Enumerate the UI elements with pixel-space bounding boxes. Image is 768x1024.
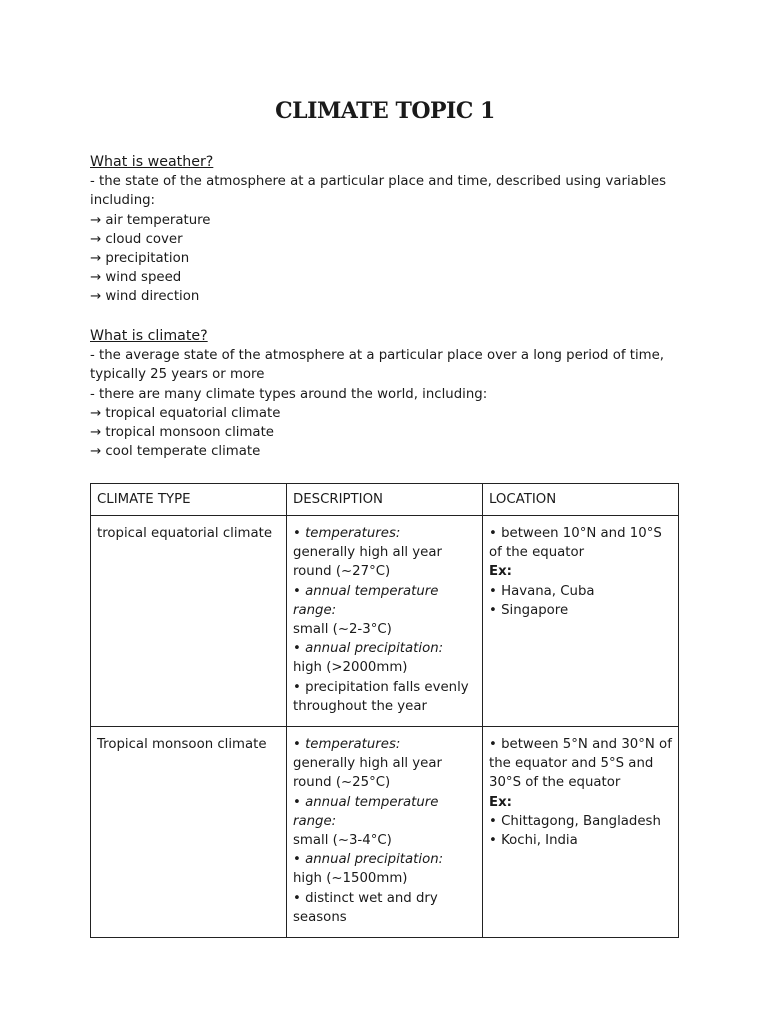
weather-variable: → air temperature [90, 212, 211, 228]
climate-types-intro: - there are many climate types around the world, including: [90, 386, 488, 402]
description-cell [287, 516, 483, 727]
weather-heading: What is weather? [90, 154, 214, 170]
climate-type-item: → tropical equatorial climate [90, 405, 281, 421]
climate-type-cell [91, 516, 287, 727]
climate-type-item: → tropical monsoon climate [90, 425, 274, 441]
climate-type-name: tropical equatorial climate [97, 526, 273, 541]
examples-label: Ex: [489, 794, 512, 810]
climate-definition: - the average state of the atmosphere at a particular place over a long period of time, typically 25 years or more [90, 348, 665, 383]
location-cell [483, 516, 679, 727]
weather-section [90, 153, 680, 307]
description-cell [287, 727, 483, 938]
precipitation-value: high (>2000mm) [293, 660, 408, 676]
weather-variable: → wind speed [90, 270, 182, 286]
temperature-label: • temperatures: [293, 526, 401, 541]
example-item: • Singapore [489, 602, 569, 618]
range-value: small (~3-4°C) [293, 833, 392, 849]
column-header: DESCRIPTION [287, 484, 483, 516]
precipitation-label: • annual precipitation: [293, 852, 444, 868]
temperature-label: • temperatures: [293, 737, 401, 753]
example-item: • Chittagong, Bangladesh [489, 813, 661, 829]
location-text: • between 5°N and 30°N of the equator and 5°S and 30°S of the equator [489, 737, 672, 791]
climate-section [90, 327, 680, 461]
weather-variable: → precipitation [90, 251, 190, 267]
climate-type-item: → cool temperate climate [90, 444, 261, 460]
temperature-value: generally high all year round (~27°C) [293, 545, 442, 580]
climate-type-name: Tropical monsoon climate [97, 737, 267, 753]
example-item: • Kochi, India [489, 833, 578, 849]
description-note: • distinct wet and dry seasons [293, 890, 438, 925]
table-row [91, 516, 679, 727]
column-header: LOCATION [483, 484, 679, 516]
range-label: • annual temperature range: [293, 583, 439, 618]
climate-heading: What is climate? [90, 328, 208, 344]
weather-variable: → wind direction [90, 289, 200, 305]
location-cell [483, 727, 679, 938]
range-value: small (~2-3°C) [293, 622, 392, 638]
temperature-value: generally high all year round (~25°C) [293, 756, 442, 791]
location-text: • between 10°N and 10°S of the equator [489, 526, 662, 561]
table-row [91, 727, 679, 938]
range-label: • annual temperature range: [293, 794, 439, 829]
column-header: CLIMATE TYPE [91, 484, 287, 516]
page-title: CLIMATE TOPIC 1 [275, 98, 495, 124]
precipitation-value: high (~1500mm) [293, 871, 408, 887]
weather-variable: → cloud cover [90, 231, 183, 247]
examples-label: Ex: [489, 564, 512, 580]
table-header-row [91, 484, 679, 516]
climate-table [90, 483, 679, 938]
precipitation-label: • annual precipitation: [293, 641, 444, 657]
climate-type-cell [91, 727, 287, 938]
description-note: • precipitation falls evenly throughout the year [293, 679, 469, 714]
example-item: • Havana, Cuba [489, 583, 595, 599]
weather-definition: - the state of the atmosphere at a particular place and time, described using variables including: [90, 174, 667, 209]
